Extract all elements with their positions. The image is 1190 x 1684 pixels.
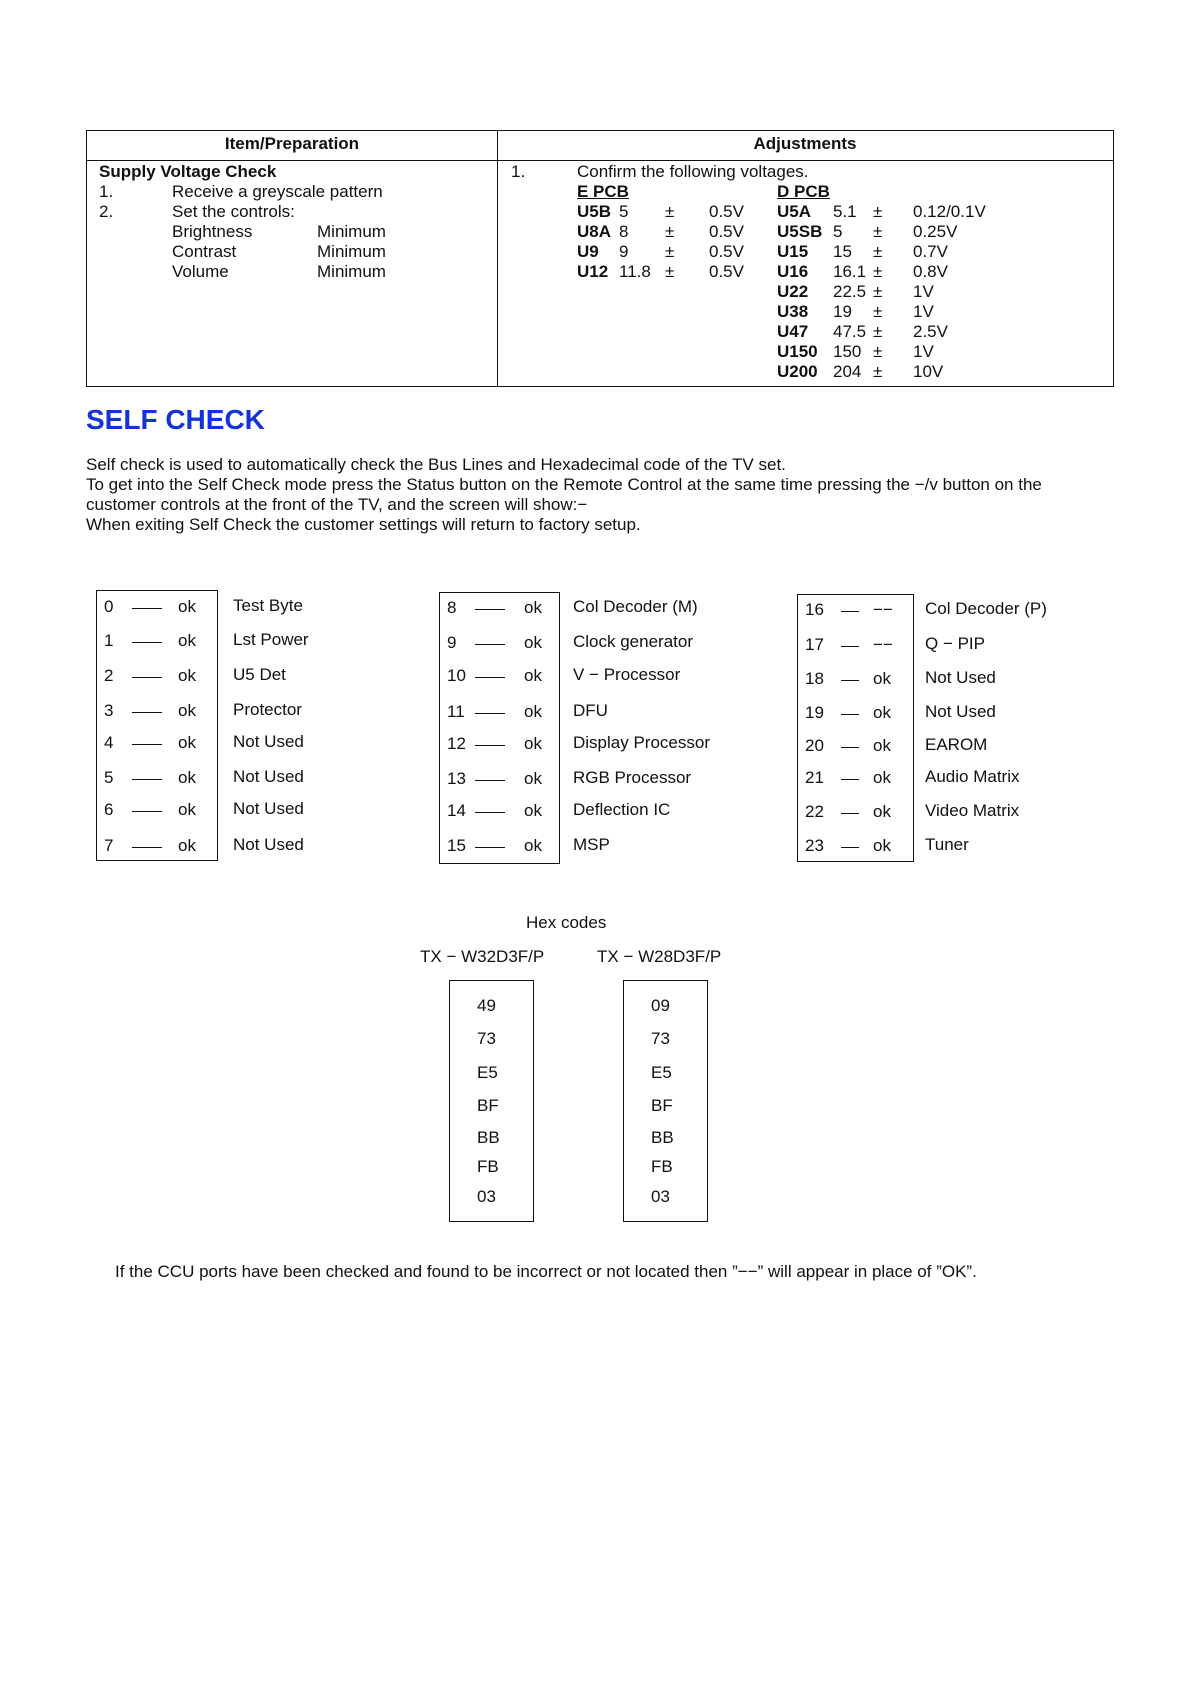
port-label: V − Processor [573,665,681,684]
voltage-value: 150 [833,342,862,361]
voltage-label: U12 [577,262,609,281]
port-number: 17 [805,635,824,654]
dash-line [841,646,859,647]
port-number: 15 [447,836,466,855]
voltage-label: U22 [777,282,809,301]
hex-code-value: BB [651,1128,674,1147]
step-number: 1. [99,182,114,201]
step-text: Receive a greyscale pattern [172,182,383,201]
port-status: ok [873,669,891,688]
port-number: 5 [104,768,114,787]
status-row [96,733,218,755]
port-label: Not Used [233,767,304,786]
tolerance: 10V [913,362,944,381]
tolerance: 2.5V [913,322,948,341]
voltage-value: 8 [619,222,629,241]
dash-line [132,779,162,780]
status-row [439,801,560,823]
plus-minus: ± [873,322,883,341]
step-number: 2. [99,202,114,221]
self-check-paragraph: When exiting Self Check the customer settings will return to factory setup. [86,515,641,534]
header-item-preparation: Item/Preparation [224,134,360,153]
tolerance: 0.7V [913,242,948,261]
voltage-label: U8A [577,222,612,241]
status-row [96,768,218,790]
status-row [797,736,914,758]
port-status: −− [873,600,893,619]
dash-line [475,847,505,848]
hex-code-value: 03 [477,1187,496,1206]
plus-minus: ± [873,282,883,301]
port-status: −− [873,635,893,654]
voltage-label: U15 [777,242,809,261]
dash-line [132,811,162,812]
tolerance: 0.5V [709,202,744,221]
hex-code-value: 03 [651,1187,670,1206]
supply-voltage-title: Supply Voltage Check [99,162,277,181]
d-pcb-title: D PCB [777,182,830,201]
control-name: Brightness [172,222,253,241]
port-number: 7 [104,836,114,855]
self-check-paragraph: To get into the Self Check mode press the Status button on the Remote Control at the same time pressing the −/v button on the customer controls at the front of the TV, and the screen will show:− [86,475,1042,514]
port-number: 20 [805,736,824,755]
port-number: 18 [805,669,824,688]
voltage-value: 16.1 [833,262,867,281]
port-status: ok [873,802,891,821]
status-row [797,836,914,858]
status-row [797,802,914,824]
port-status: ok [524,598,542,617]
self-check-paragraph: Self check is used to automatically check the Bus Lines and Hexadecimal code of the TV set. [86,455,786,474]
port-number: 11 [447,702,465,721]
port-label: Col Decoder (M) [573,597,698,616]
voltage-value: 11.8 [619,262,651,281]
self-check-title: SELF CHECK [86,404,265,435]
voltage-label: U5B [577,202,612,221]
control-value: Minimum [317,242,386,261]
tolerance: 1V [913,302,934,321]
port-status: ok [873,736,891,755]
control-name: Contrast [172,242,237,261]
port-number: 14 [447,801,466,820]
hex-code-value: FB [477,1157,499,1176]
control-name: Volume [172,262,229,281]
port-number: 21 [805,768,824,787]
port-number: 19 [805,703,824,722]
status-row [439,702,560,724]
port-label: Q − PIP [925,634,985,653]
column-divider [497,131,498,386]
voltage-value: 15 [833,242,852,261]
dash-line [475,713,505,714]
port-label: EAROM [925,735,988,754]
port-number: 12 [447,734,466,753]
dash-line [475,780,505,781]
port-label: Audio Matrix [925,767,1020,786]
port-label: Lst Power [233,630,309,649]
port-label: Test Byte [233,596,303,615]
dash-line [841,714,859,715]
adjustment-table [86,130,1114,387]
hex-model-label: TX − W32D3F/P [420,947,545,966]
port-number: 8 [447,598,457,617]
hex-model-label: TX − W28D3F/P [597,947,722,966]
plus-minus: ± [873,242,883,261]
port-status: ok [178,836,196,855]
dash-line [132,608,162,609]
dash-line [841,847,859,848]
port-label: Deflection IC [573,800,671,819]
port-status: ok [178,701,196,720]
status-row [96,800,218,822]
voltage-value: 5 [833,222,843,241]
plus-minus: ± [665,242,675,261]
port-status: ok [524,702,542,721]
dash-line [841,813,859,814]
voltage-value: 5 [619,202,629,221]
header-adjustments: Adjustments [753,134,857,153]
tolerance: 0.5V [709,242,744,261]
plus-minus: ± [873,342,883,361]
voltage-value: 204 [833,362,862,381]
hex-code-value: BF [651,1096,673,1115]
port-number: 3 [104,701,114,720]
hex-code-value: E5 [477,1063,498,1082]
status-row [439,769,560,791]
port-label: Clock generator [573,632,694,651]
port-label: Not Used [233,835,304,854]
dash-line [132,677,162,678]
voltage-value: 22.5 [833,282,867,301]
port-label: Protector [233,700,302,719]
port-number: 6 [104,800,114,819]
port-status: ok [524,801,542,820]
port-label: DFU [573,701,608,720]
port-status: ok [873,836,891,855]
status-row [797,669,914,691]
port-label: Not Used [925,702,996,721]
voltage-label: U16 [777,262,809,281]
plus-minus: ± [873,302,883,321]
port-number: 4 [104,733,114,752]
voltage-label: U9 [577,242,599,261]
port-label: Display Processor [573,733,710,752]
voltage-value: 5.1 [833,202,857,221]
port-status: ok [178,597,196,616]
header-divider [87,160,1113,161]
voltage-label: U5A [777,202,812,221]
port-status: ok [524,836,542,855]
adjust-step-text: Confirm the following voltages. [577,162,809,181]
hex-code-value: FB [651,1157,673,1176]
tolerance: 1V [913,342,934,361]
hex-code-value: 73 [477,1029,496,1048]
port-label: Video Matrix [925,801,1020,820]
status-row [797,768,914,790]
port-status: ok [524,666,542,685]
status-row [439,598,560,620]
plus-minus: ± [665,222,675,241]
status-row [797,600,914,622]
dash-line [475,644,505,645]
plus-minus: ± [873,262,883,281]
hex-code-value: E5 [651,1063,672,1082]
port-number: 1 [104,631,114,650]
dash-line [132,712,162,713]
status-row [96,666,218,688]
tolerance: 0.12/0.1V [913,202,986,221]
status-row [439,734,560,756]
port-status: ok [524,769,542,788]
voltage-value: 19 [833,302,852,321]
status-row [96,597,218,619]
port-number: 13 [447,769,466,788]
hex-code-value: BB [477,1128,500,1147]
port-label: Tuner [925,835,969,854]
plus-minus: ± [665,262,675,281]
port-status: ok [873,768,891,787]
tolerance: 0.5V [709,222,744,241]
dash-line [475,609,505,610]
status-row [797,703,914,725]
voltage-value: 9 [619,242,629,261]
port-label: MSP [573,835,610,854]
step-text: Set the controls: [172,202,295,221]
port-status: ok [873,703,891,722]
voltage-label: U200 [777,362,818,381]
status-row [439,633,560,655]
tolerance: 1V [913,282,934,301]
voltage-label: U5SB [777,222,823,241]
dash-line [132,642,162,643]
port-label: Col Decoder (P) [925,599,1047,618]
dash-line [475,745,505,746]
port-label: RGB Processor [573,768,692,787]
port-label: Not Used [233,799,304,818]
dash-line [841,611,859,612]
status-row [439,836,560,858]
port-status: ok [178,733,196,752]
plus-minus: ± [665,202,675,221]
hex-code-value: BF [477,1096,499,1115]
port-number: 0 [104,597,114,616]
status-row [439,666,560,688]
hex-code-value: 49 [477,996,496,1015]
port-number: 16 [805,600,824,619]
control-value: Minimum [317,262,386,281]
hex-code-value: 09 [651,996,670,1015]
footer-note: If the CCU ports have been checked and found to be incorrect or not located then ”−−” will appear in place of ”OK”. [115,1262,977,1281]
port-status: ok [178,631,196,650]
adjust-step-number: 1. [511,162,526,181]
plus-minus: ± [873,362,883,381]
port-status: ok [178,666,196,685]
port-label: Not Used [925,668,996,687]
dash-line [475,677,505,678]
status-row [96,836,218,858]
port-number: 2 [104,666,114,685]
port-status: ok [524,734,542,753]
port-number: 10 [447,666,466,685]
plus-minus: ± [873,222,883,241]
control-value: Minimum [317,222,386,241]
port-label: Not Used [233,732,304,751]
port-label: U5 Det [233,665,286,684]
plus-minus: ± [873,202,883,221]
voltage-label: U38 [777,302,809,321]
tolerance: 0.25V [913,222,958,241]
port-status: ok [524,633,542,652]
tolerance: 0.5V [709,262,744,281]
status-row [797,635,914,657]
port-number: 9 [447,633,457,652]
port-status: ok [178,800,196,819]
dash-line [132,744,162,745]
status-row [96,631,218,653]
hex-code-value: 73 [651,1029,670,1048]
dash-line [841,747,859,748]
e-pcb-title: E PCB [577,182,629,201]
voltage-label: U150 [777,342,818,361]
status-row [96,701,218,723]
voltage-label: U47 [777,322,809,341]
port-status: ok [178,768,196,787]
tolerance: 0.8V [913,262,948,281]
port-number: 22 [805,802,824,821]
port-number: 23 [805,836,824,855]
dash-line [841,680,859,681]
hex-codes-title: Hex codes [526,913,607,932]
dash-line [841,779,859,780]
voltage-value: 47.5 [833,322,867,341]
dash-line [475,812,505,813]
dash-line [132,847,162,848]
